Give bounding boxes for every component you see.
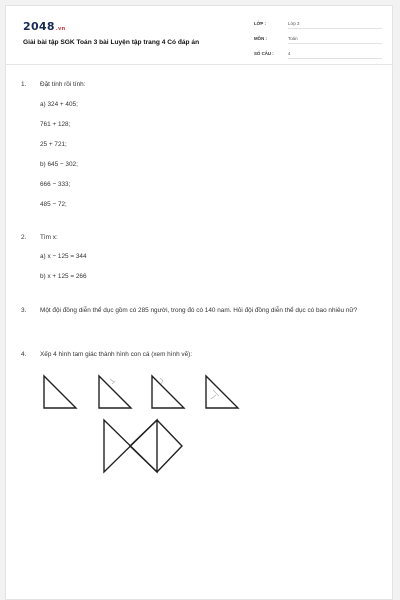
meta-value: Lớp 3 bbox=[288, 21, 382, 29]
answer-line: a) 324 + 405; bbox=[40, 101, 78, 108]
meta-label: MÔN : bbox=[254, 36, 267, 41]
question-number: 2. bbox=[21, 234, 27, 241]
meta-value: Toán bbox=[288, 36, 382, 44]
fish-body-outline bbox=[130, 420, 182, 472]
meta-value: 4 bbox=[288, 51, 382, 59]
triangle-piece-3 bbox=[152, 376, 184, 408]
question-prompt: Một đội đồng diễn thể dục gồm có 285 người, trong đó có 140 nam. Hỏi đội đồng diễn thể dục có bao nhiêu nữ? bbox=[40, 307, 358, 314]
answer-line: 666 − 333; bbox=[40, 181, 71, 188]
sketch-mark bbox=[160, 378, 163, 384]
answer-line: b) 645 − 302; bbox=[40, 161, 78, 168]
answer-line: a) x − 125 = 344 bbox=[40, 253, 87, 260]
question-number: 1. bbox=[21, 81, 27, 88]
question-prompt: Tìm x: bbox=[40, 234, 58, 241]
question-prompt: Xếp 4 hình tam giác thành hình con cá (xem hình vẽ): bbox=[40, 351, 193, 358]
triangle-piece-2 bbox=[99, 376, 131, 408]
answer-line: b) x + 125 = 266 bbox=[40, 273, 87, 280]
question-number: 3. bbox=[21, 307, 27, 314]
sketch-mark bbox=[110, 379, 115, 384]
meta-label: SỐ CÂU : bbox=[254, 51, 274, 56]
answer-line: 25 + 721; bbox=[40, 141, 67, 148]
page-title: Giải bài tập SGK Toán 3 bài Luyện tập trang 4 Có đáp án bbox=[23, 39, 200, 46]
meta-label: LỚP : bbox=[254, 21, 266, 26]
answer-line: 485 − 72; bbox=[40, 201, 67, 208]
triangle-piece-4 bbox=[206, 376, 238, 408]
answer-line: 761 + 128; bbox=[40, 121, 71, 128]
sketch-mark bbox=[211, 390, 219, 399]
logo-suffix: .vn bbox=[55, 26, 66, 32]
logo-text: 2048 bbox=[23, 20, 55, 33]
question-number: 4. bbox=[21, 351, 27, 358]
question-prompt: Đặt tính rồi tính: bbox=[40, 81, 86, 88]
triangle-piece-1 bbox=[44, 376, 76, 408]
